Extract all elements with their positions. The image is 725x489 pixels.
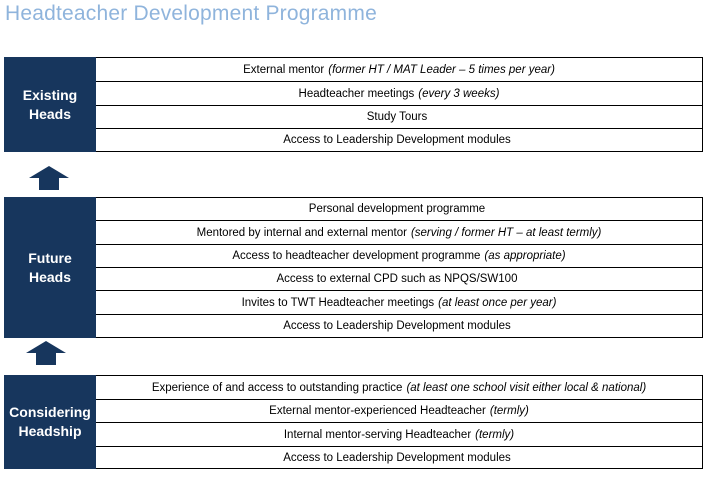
table-row: Internal mentor-serving Headteacher (termly) xyxy=(96,423,703,447)
tier-rows xyxy=(96,57,703,152)
tier-label: Future Heads xyxy=(4,197,96,338)
table-row: External mentor-experienced Headteacher (termly) xyxy=(96,400,703,423)
up-arrow-icon xyxy=(29,166,69,190)
table-row: Headteacher meetings (every 3 weeks) xyxy=(96,82,703,106)
table-row: Personal development programme xyxy=(96,198,703,221)
table-row: Access to Leadership Development modules xyxy=(96,315,703,338)
table-row: Access to headteacher development programme (as appropriate) xyxy=(96,245,703,268)
table-row: External mentor (former HT / MAT Leader – 5 times per year) xyxy=(96,58,703,82)
table-row: Study Tours xyxy=(96,106,703,129)
table-row: Invites to TWT Headteacher meetings (at least once per year) xyxy=(96,291,703,315)
tier-rows xyxy=(96,375,703,469)
table-row: Access to Leadership Development modules xyxy=(96,447,703,469)
tier-considering-headship xyxy=(4,375,703,469)
table-row: Access to external CPD such as NPQS/SW100 xyxy=(96,268,703,291)
tier-label: Considering Headship xyxy=(4,375,96,469)
tier-existing-heads xyxy=(4,57,703,152)
table-row: Mentored by internal and external mentor (serving / former HT – at least termly) xyxy=(96,221,703,245)
tier-label: Existing Heads xyxy=(4,57,96,152)
table-row: Experience of and access to outstanding practice (at least one school visit either local & national) xyxy=(96,376,703,400)
tier-future-heads xyxy=(4,197,703,338)
tier-rows xyxy=(96,197,703,338)
table-row: Access to Leadership Development modules xyxy=(96,129,703,152)
page-title: Headteacher Development Programme xyxy=(5,2,377,25)
up-arrow-icon xyxy=(26,341,66,365)
